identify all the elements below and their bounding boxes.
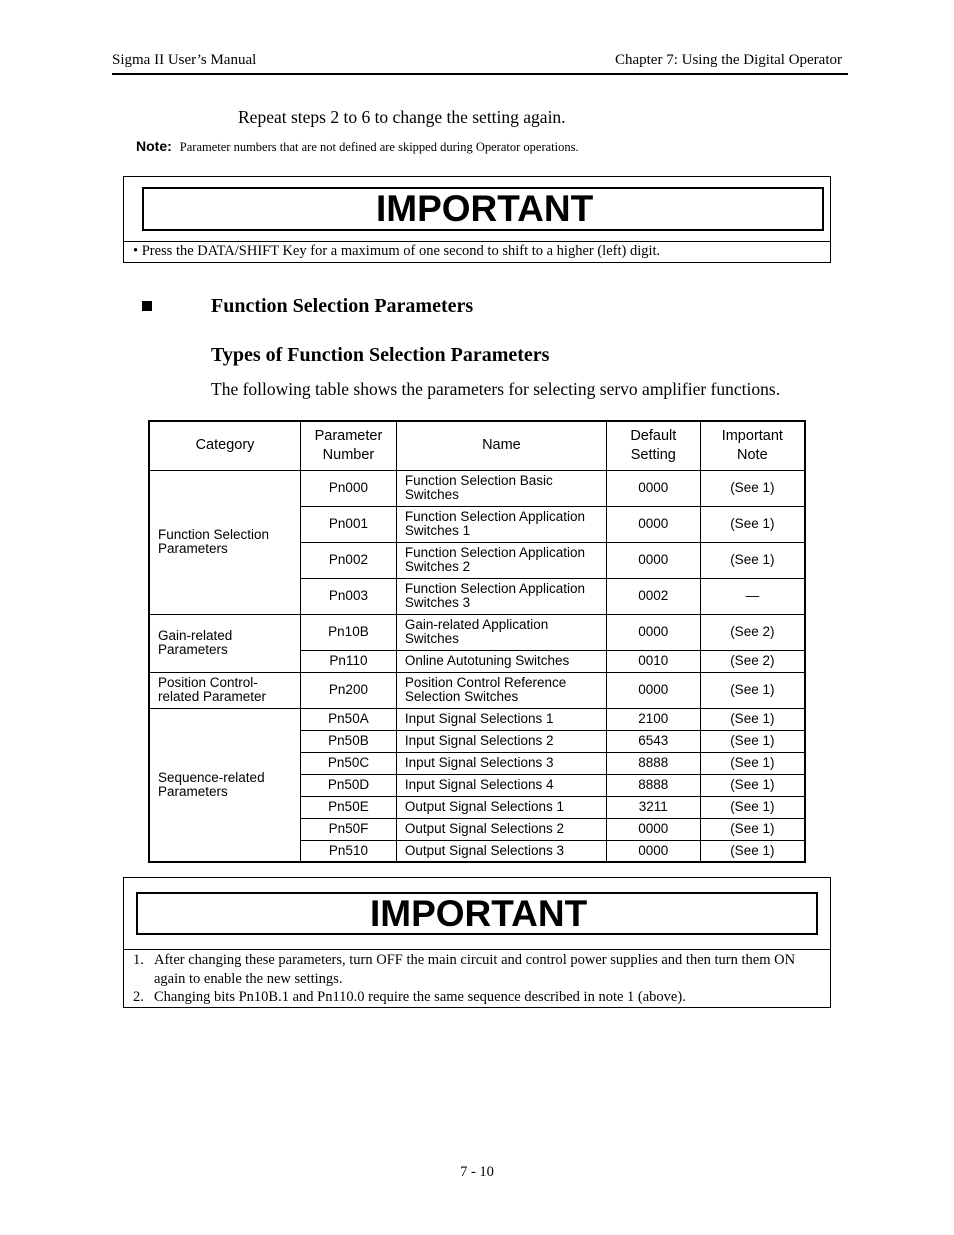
header-important-note: Important Note bbox=[700, 421, 805, 470]
important-title-frame bbox=[136, 892, 818, 935]
default-cell: 0002 bbox=[606, 578, 700, 614]
name-cell: Function Selection Application Switches 1 bbox=[396, 506, 606, 542]
note-body: After changing these parameters, turn OFF the main circuit and control power supplies and then turn them ON again to enable the new settings. bbox=[154, 952, 796, 987]
name-cell: Input Signal Selections 1 bbox=[396, 708, 606, 730]
note-number: 1. bbox=[133, 952, 144, 968]
note-cell: (See 1) bbox=[700, 774, 805, 796]
page-number: 7 - 10 bbox=[460, 1164, 494, 1180]
important-box-2 bbox=[123, 877, 831, 1008]
default-cell: 0010 bbox=[606, 650, 700, 672]
parameters-table bbox=[148, 420, 806, 863]
param-cell: Pn50C bbox=[301, 752, 397, 774]
table-row bbox=[149, 708, 805, 730]
default-cell: 0000 bbox=[606, 672, 700, 708]
note bbox=[136, 138, 579, 155]
important-divider bbox=[124, 949, 830, 950]
note-cell: (See 1) bbox=[700, 506, 805, 542]
param-cell: Pn10B bbox=[301, 614, 397, 650]
running-header-left: Sigma II User’s Manual bbox=[112, 52, 257, 68]
name-cell: Function Selection Application Switches 3 bbox=[396, 578, 606, 614]
name-cell: Function Selection Basic Switches bbox=[396, 470, 606, 506]
default-cell: 8888 bbox=[606, 752, 700, 774]
param-cell: Pn002 bbox=[301, 542, 397, 578]
default-cell: 0000 bbox=[606, 470, 700, 506]
header-parameter-number: Parameter Number bbox=[301, 421, 397, 470]
note-number: 2. bbox=[133, 989, 144, 1005]
note-cell: (See 2) bbox=[700, 614, 805, 650]
param-cell: Pn110 bbox=[301, 650, 397, 672]
subsection-title: Types of Function Selection Parameters bbox=[211, 344, 550, 366]
category-cell: Function Selection Parameters bbox=[149, 470, 301, 614]
section-square-bullet-icon bbox=[142, 301, 152, 311]
note-body: Changing bits Pn10B.1 and Pn110.0 require the same sequence described in note 1 (above). bbox=[154, 989, 686, 1005]
header-name: Name bbox=[396, 421, 606, 470]
note-cell: (See 1) bbox=[700, 470, 805, 506]
param-cell: Pn50F bbox=[301, 818, 397, 840]
param-cell: Pn000 bbox=[301, 470, 397, 506]
important-title: IMPORTANT bbox=[370, 893, 588, 934]
table-row bbox=[149, 470, 805, 506]
category-cell: Sequence-related Parameters bbox=[149, 708, 301, 862]
note-cell: (See 1) bbox=[700, 542, 805, 578]
note-cell: (See 2) bbox=[700, 650, 805, 672]
note-cell: (See 1) bbox=[700, 796, 805, 818]
step-instruction: Repeat steps 2 to 6 to change the setting again. bbox=[238, 107, 566, 127]
param-cell: Pn001 bbox=[301, 506, 397, 542]
name-cell: Output Signal Selections 2 bbox=[396, 818, 606, 840]
default-cell: 3211 bbox=[606, 796, 700, 818]
note-cell: (See 1) bbox=[700, 708, 805, 730]
default-cell: 0000 bbox=[606, 840, 700, 862]
important-note-item bbox=[133, 951, 823, 988]
param-cell: Pn510 bbox=[301, 840, 397, 862]
header-rule bbox=[112, 73, 848, 75]
important-title: IMPORTANT bbox=[376, 188, 594, 229]
name-cell: Input Signal Selections 4 bbox=[396, 774, 606, 796]
default-cell: 0000 bbox=[606, 542, 700, 578]
name-cell: Input Signal Selections 2 bbox=[396, 730, 606, 752]
param-cell: Pn50E bbox=[301, 796, 397, 818]
name-cell: Function Selection Application Switches 2 bbox=[396, 542, 606, 578]
header-default-setting: Default Setting bbox=[606, 421, 700, 470]
name-cell: Input Signal Selections 3 bbox=[396, 752, 606, 774]
name-cell: Output Signal Selections 1 bbox=[396, 796, 606, 818]
note-cell: — bbox=[700, 578, 805, 614]
note-cell: (See 1) bbox=[700, 752, 805, 774]
important-bullet: • Press the DATA/SHIFT Key for a maximum of one second to shift to a higher (left) digit. bbox=[133, 243, 661, 259]
name-cell: Position Control Reference Selection Switches bbox=[396, 672, 606, 708]
name-cell: Output Signal Selections 3 bbox=[396, 840, 606, 862]
important-divider bbox=[124, 241, 830, 242]
note-label: Note: bbox=[136, 138, 172, 154]
default-cell: 8888 bbox=[606, 774, 700, 796]
default-cell: 6543 bbox=[606, 730, 700, 752]
important-notes-list bbox=[133, 951, 823, 1007]
note-text: Parameter numbers that are not defined are skipped during Operator operations. bbox=[179, 140, 579, 154]
section-title: Function Selection Parameters bbox=[211, 295, 474, 317]
table-row bbox=[149, 672, 805, 708]
param-cell: Pn003 bbox=[301, 578, 397, 614]
table-header-row bbox=[149, 421, 805, 470]
note-cell: (See 1) bbox=[700, 730, 805, 752]
category-cell: Position Control- related Parameter bbox=[149, 672, 301, 708]
table-row bbox=[149, 614, 805, 650]
default-cell: 0000 bbox=[606, 506, 700, 542]
category-cell: Gain-related Parameters bbox=[149, 614, 301, 672]
note-cell: (See 1) bbox=[700, 672, 805, 708]
note-cell: (See 1) bbox=[700, 818, 805, 840]
param-cell: Pn50D bbox=[301, 774, 397, 796]
header-category: Category bbox=[149, 421, 301, 470]
important-box-1 bbox=[123, 176, 831, 263]
name-cell: Online Autotuning Switches bbox=[396, 650, 606, 672]
param-cell: Pn50B bbox=[301, 730, 397, 752]
name-cell: Gain-related Application Switches bbox=[396, 614, 606, 650]
intro-paragraph: The following table shows the parameters for selecting servo amplifier functions. bbox=[211, 379, 781, 399]
important-note-item bbox=[133, 988, 823, 1007]
default-cell: 2100 bbox=[606, 708, 700, 730]
note-cell: (See 1) bbox=[700, 840, 805, 862]
param-cell: Pn200 bbox=[301, 672, 397, 708]
default-cell: 0000 bbox=[606, 614, 700, 650]
param-cell: Pn50A bbox=[301, 708, 397, 730]
default-cell: 0000 bbox=[606, 818, 700, 840]
running-header-right: Chapter 7: Using the Digital Operator bbox=[614, 52, 842, 68]
important-title-frame bbox=[142, 187, 824, 231]
